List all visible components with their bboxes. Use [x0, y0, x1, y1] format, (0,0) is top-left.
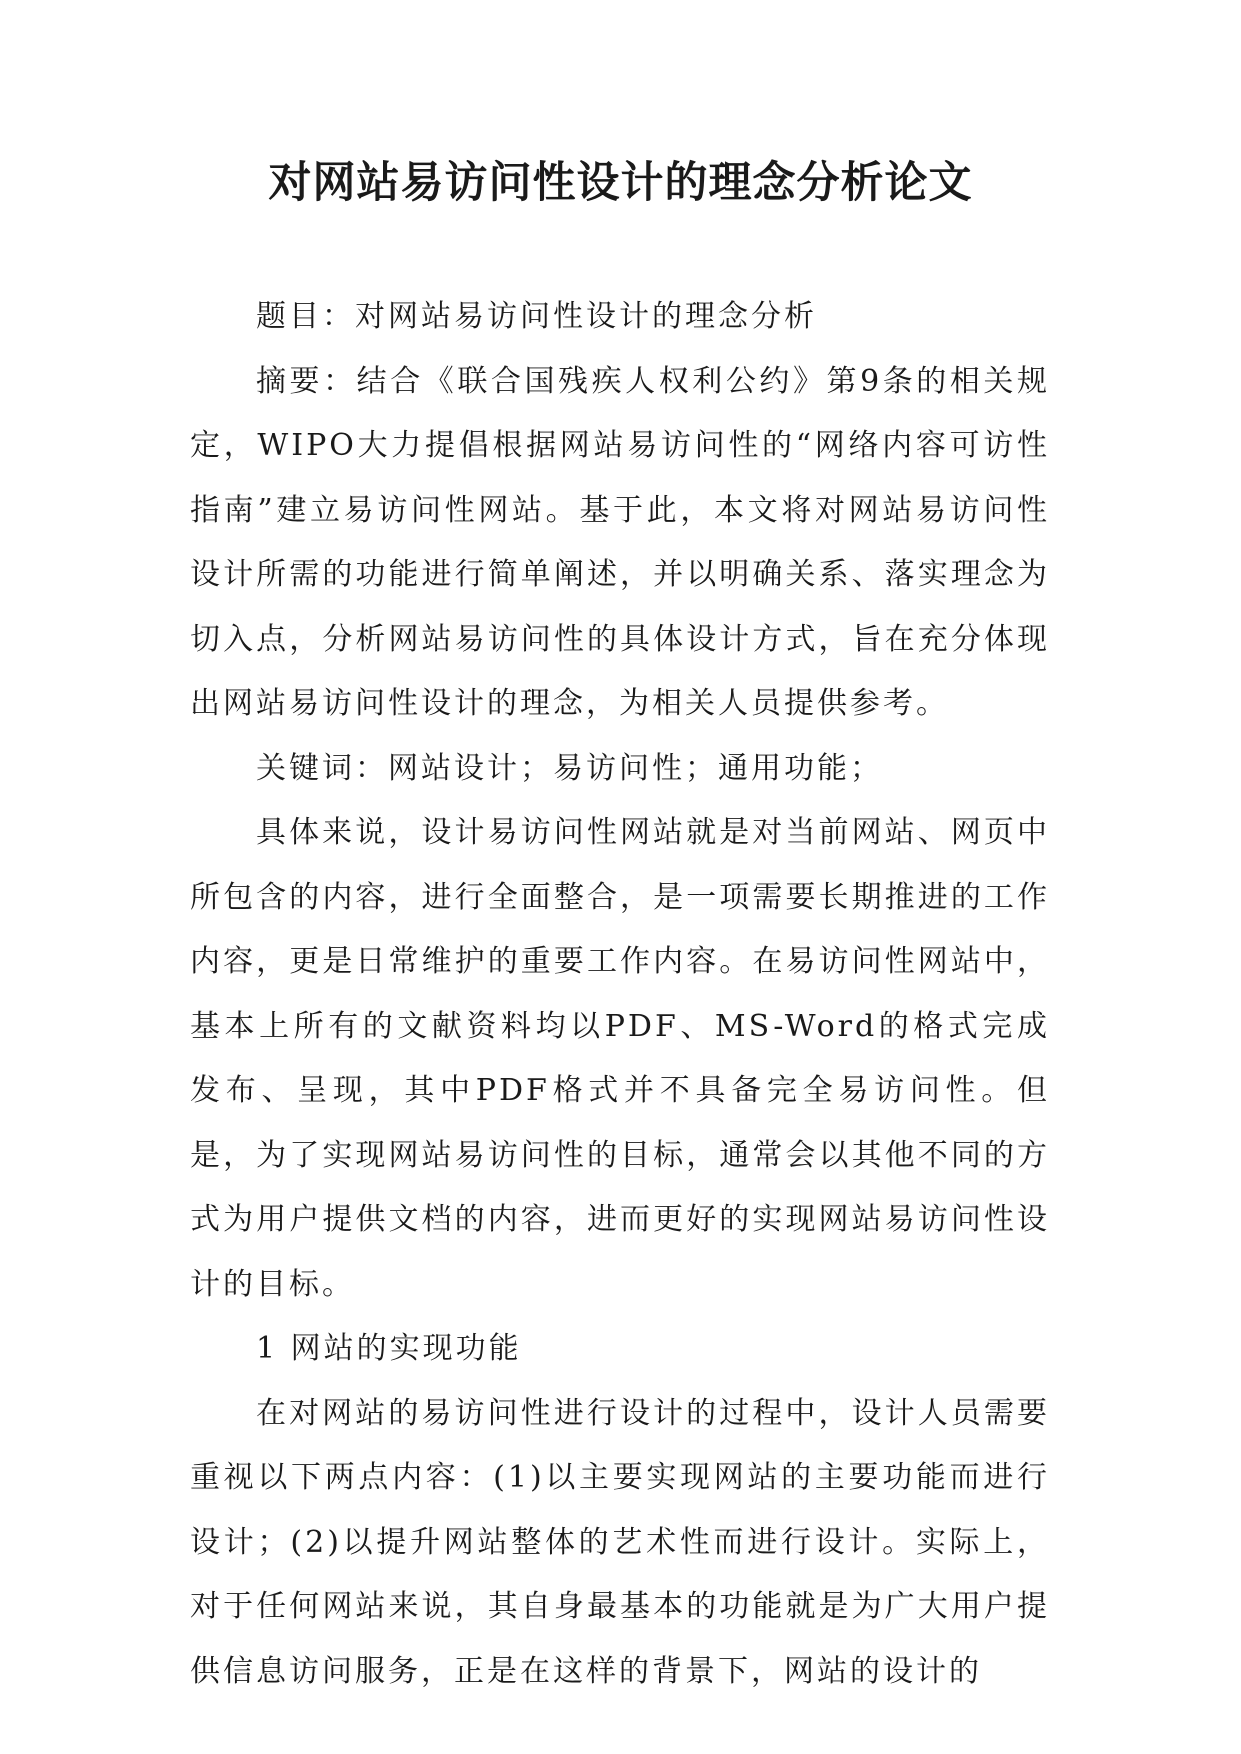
topic-line: 题目：对网站易访问性设计的理念分析	[256, 299, 817, 334]
keywords-line: 关键词：网站设计；易访问性；通用功能；	[256, 750, 883, 786]
abstract-paragraph: 摘要：结合《联合国残疾人权利公约》第9条的相关规定，WIPO大力提倡根据网站易访问性的“网络内容可访性指南”建立易访问性网站。基于此，本文将对网站易访问性设计所需的功能进行简单阐述，并以明确关系、落实理念为切入点，分析网站易访问性的具体设计方式，旨在充分体现出网站易访问性设计的理念，为相关人员提供参考。	[190, 363, 1050, 721]
document-title: 对网站易访问性设计的理念分析论文	[268, 158, 973, 208]
document-body	[190, 285, 1050, 1704]
section-heading: 1 网站的实现功能	[256, 1331, 522, 1366]
section-paragraph: 在对网站的易访问性进行设计的过程中，设计人员需要重视以下两点内容：(1)以主要实现网站的主要功能而进行设计；(2)以提升网站整体的艺术性而进行设计。实际上，对于任何网站来说，其自身最基本的功能就是为广大用户提供信息访问服务，正是在这样的背景下，网站的设计的	[190, 1395, 1050, 1689]
intro-paragraph: 具体来说，设计易访问性网站就是对当前网站、网页中所包含的内容，进行全面整合，是一项需要长期推进的工作内容，更是日常维护的重要工作内容。在易访问性网站中，基本上所有的文献资料均以PDF、MS-Word的格式完成发布、呈现，其中PDF格式并不具备完全易访问性。但是，为了实现网站易访问性的目标，通常会以其他不同的方式为用户提供文档的内容，进而更好的实现网站易访问性设计的目标。	[190, 815, 1050, 1302]
